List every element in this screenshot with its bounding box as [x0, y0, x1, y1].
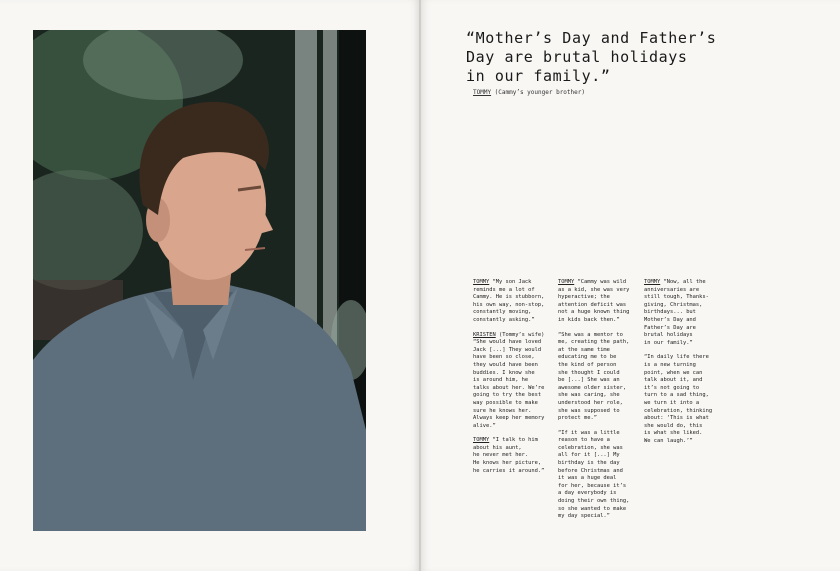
- text-column-1: [473, 279, 553, 482]
- speaker-name: TOMMY: [473, 279, 490, 285]
- paragraph: [473, 279, 553, 325]
- paragraph: [558, 279, 638, 325]
- paragraph-text: “If it was a little reason to have a celebration, she was all for it [...] My birthday is the day before Christmas and it was a huge deal for her, because it’s a day everybody is doing their own thing, so she wanted to make my day special.”: [558, 429, 630, 520]
- portrait-photo: [33, 30, 366, 531]
- paragraph: [558, 332, 638, 423]
- pull-quote-attribution: [473, 89, 585, 96]
- paragraph-text: “Cammy was wild as a kid, she was very hyperactive; the attention deficit was not a huge known thing in kids back then.”: [558, 279, 630, 323]
- speaker-name: TOMMY: [558, 279, 575, 285]
- paragraph-text: “She was a mentor to me, creating the path, at the same time educating me to be the kind of person she thought I could be [...] She was an awesome older sister, she was caring, she understood her role, she was supposed to protect me.”: [558, 331, 630, 422]
- pull-quote: “Mother’s Day and Father’s Day are brutal holidays in our family.”: [466, 29, 717, 85]
- paragraph-text: “Now, all the anniversaries are still tough, Thanks- giving, Christmas, birthdays... but Mother’s Day and Father’s Day are brutal holidays in our family.”: [644, 279, 709, 346]
- paragraph-text: “My son Jack reminds me a lot of Cammy. He is stubborn, his own way, non-stop, constantly moving, constantly asking.”: [473, 279, 545, 323]
- left-page: [0, 0, 419, 571]
- paragraph-text: (Tommy’s wife) “She would have loved Jack [...] They would have been so close, they would have been buddies. I know she is around him, he talks about her. We’re going to try the best way possible to make sure he knows her. Always keep her memory alive.”: [473, 331, 545, 429]
- paragraph: [558, 430, 638, 521]
- paragraph: [473, 332, 553, 431]
- paragraph: [473, 437, 553, 475]
- paragraph-text: “In daily life there is a new turning point, when we can talk about it, and it’s not going to turn to a sad thing, we turn it into a celebration, thinking about: ‘This is what she would do, this is what she liked. We can laugh.’”: [644, 354, 713, 444]
- text-column-3: [644, 279, 724, 452]
- speaker-name: TOMMY: [473, 437, 490, 444]
- paragraph: [644, 354, 724, 445]
- speaker-name: KRISTEN: [473, 331, 496, 338]
- attribution-text: (Cammy’s younger brother): [491, 89, 585, 96]
- text-column-2: [558, 279, 638, 528]
- paragraph: [644, 279, 724, 347]
- attribution-name: TOMMY: [473, 89, 492, 96]
- speaker-name: TOMMY: [644, 279, 661, 285]
- paragraph-text: “I talk to him about his aunt, he never met her. He knows her picture, he carries it around.”: [473, 437, 545, 474]
